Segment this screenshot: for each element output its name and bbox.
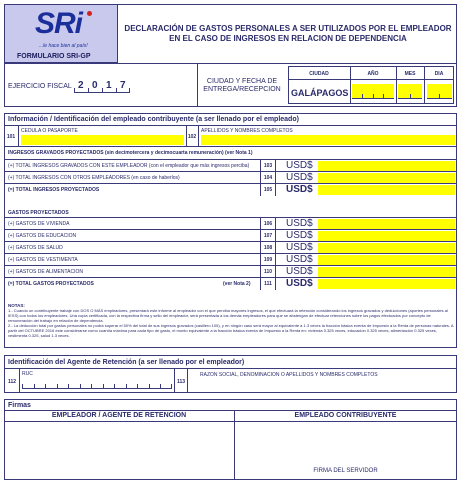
amount-field[interactable] <box>318 161 455 171</box>
form-title: DECLARACIÓN DE GASTOS PERSONALES A SER UTILIZADOS POR EL EMPLEADOR EN EL CASO DE INGRESOS EN RELACION DE DEPENDENCIA <box>124 24 452 43</box>
line-item-row <box>5 277 456 289</box>
line-item-row <box>5 229 456 241</box>
income-title: INGRESOS GRAVADOS PROYECTADOS (sin decimotercera y decimocuarta remuneración) (ver Nota 1) <box>8 150 253 156</box>
city-date-label: CIUDAD Y FECHA DE ENTREGA/RECEPCION <box>203 78 281 93</box>
fiscal-year-digit: 0 <box>92 80 98 91</box>
signatures-title: Firmas <box>8 402 31 409</box>
line-item-label: (+) GASTOS DE EDUCACION <box>8 233 77 239</box>
field-number-112: 112 <box>7 379 17 385</box>
name-field[interactable] <box>201 135 455 145</box>
ruc-field[interactable] <box>22 379 172 389</box>
note-2: 2.- La deducción total por gastos personales no podrá superar el 50% del total de sus ingresos gravados (casillero 105), y en ningún caso será mayor al equivalente a 1.3 veces la fracción básica exenta de Impuesto a la Renta de personas naturales. A partir del OCTUBRE 2016 este considerarse como cuantía máxima para cada tipo de gasto, el monto equivalente a la fracción básica exenta de Impuesto a la Renta en: vivienda 0.325 veces, educación 0.325 veces, alimentación 0.325 veces, vestimenta 0.325, salud 1.3 veces. <box>8 323 454 338</box>
line-item-label: (=) TOTAL GASTOS PROYECTADOS <box>8 281 94 287</box>
line-item-number: 103 <box>263 163 273 169</box>
agent-section-title: Identificación del Agente de Retención (a ser llenado por el empleador) <box>8 359 245 366</box>
fiscal-year-field[interactable] <box>74 78 130 93</box>
amount-field[interactable] <box>318 255 455 265</box>
amount-field[interactable] <box>318 243 455 253</box>
logo-slogan: ...le hace bien al país! <box>39 43 88 49</box>
currency-label: USD$ <box>286 172 313 183</box>
line-item-number: 105 <box>263 187 273 193</box>
field-number-101: 101 <box>6 134 16 140</box>
amount-field[interactable] <box>318 173 455 183</box>
fiscal-year-digit: 1 <box>106 80 112 91</box>
currency-label: USD$ <box>286 266 313 277</box>
employee-signature-label: EMPLEADO CONTRIBUYENTE <box>294 412 397 419</box>
line-item-row <box>5 217 456 229</box>
year-field[interactable] <box>352 84 394 99</box>
agent-name-label: RAZON SOCIAL, DENOMINACION O APELLIDOS Y NOMBRES COMPLETOS <box>200 372 378 378</box>
line-item-row <box>5 159 456 171</box>
month-field[interactable] <box>398 84 422 99</box>
day-col-header: DIA <box>434 71 444 77</box>
amount-field[interactable] <box>318 279 455 289</box>
logo-box <box>5 5 118 63</box>
id-label: CEDULA O PASAPORTE <box>21 128 78 134</box>
month-col-header: MES <box>404 71 416 77</box>
line-item-row <box>5 265 456 277</box>
field-number-102: 102 <box>187 134 197 140</box>
agent-name-field[interactable] <box>190 380 454 391</box>
employee-signature-area[interactable] <box>236 423 455 467</box>
line-item-label: (+) GASTOS DE ALIMENTACION <box>8 269 83 275</box>
line-item-label: (+) GASTOS DE SALUD <box>8 245 63 251</box>
day-field[interactable] <box>427 84 452 99</box>
employee-sign-caption: FIRMA DEL SERVIDOR <box>313 468 378 474</box>
line-item-note: (ver Nota 2) <box>223 281 251 287</box>
line-item-label: (+) TOTAL INGRESOS CON OTROS EMPLEADORES (en caso de haberlos) <box>8 175 180 181</box>
fiscal-year-digit: 7 <box>120 80 126 91</box>
line-item-label: (+) GASTOS DE VIVIENDA <box>8 221 70 227</box>
city-field[interactable]: GALÁPAGOS <box>291 88 349 98</box>
currency-label: USD$ <box>286 230 313 241</box>
expenses-title: GASTOS PROYECTADOS <box>8 210 69 216</box>
field-number-113: 113 <box>176 379 186 385</box>
currency-label: USD$ <box>286 242 313 253</box>
amount-field[interactable] <box>318 185 455 195</box>
line-item-number: 108 <box>263 245 273 251</box>
line-item-label: (+) TOTAL INGRESOS GRAVADOS CON ESTE EMPLEADOR (con el empleador que más ingresos perciba) <box>8 163 250 169</box>
currency-label: USD$ <box>286 184 313 195</box>
line-item-number: 110 <box>263 269 273 275</box>
employer-signature-label: EMPLEADOR / AGENTE DE RETENCION <box>51 412 187 419</box>
amount-field[interactable] <box>318 267 455 277</box>
line-item-number: 104 <box>263 175 273 181</box>
currency-label: USD$ <box>286 278 313 289</box>
city-col-header: CIUDAD <box>309 71 329 77</box>
note-1: 1.- Cuando un contribuyente trabaje con DOS O MÁS empleadores, presentará este informe al empleador con el que perciba mayores ingresos, el que efectuará la retención considerando los ingresos gravados y deducciones (aportes personales al IESS) con todos los empleadores. Una copia certificada, con la respectiva firma y sello del empleador, será presentada a los demás empleadores para que se abstengan de efectuar retenciones sobre los pagos efectuados por concepto de remuneración del trabajo en relación de dependencia. <box>8 308 448 323</box>
name-label: APELLIDOS Y NOMBRES COMPLETOS <box>201 128 293 134</box>
line-item-row <box>5 183 456 195</box>
line-item-label: (=) TOTAL INGRESOS PROYECTADOS <box>8 187 100 193</box>
notes-title: NOTAS: <box>8 303 25 308</box>
sri-logo: SRi <box>35 7 83 40</box>
line-item-number: 109 <box>263 257 273 263</box>
logo-red-dot-icon <box>87 11 92 16</box>
line-item-label: (+) GASTOS DE VESTIMENTA <box>8 257 78 263</box>
line-item-row <box>5 241 456 253</box>
fiscal-year-digit: 2 <box>78 80 84 91</box>
header-divider <box>4 63 457 64</box>
notes-block <box>8 303 454 338</box>
currency-label: USD$ <box>286 218 313 229</box>
line-item-number: 111 <box>264 281 272 287</box>
currency-label: USD$ <box>286 254 313 265</box>
ruc-label: RUC <box>22 371 33 377</box>
line-item-row <box>5 253 456 265</box>
line-item-number: 107 <box>263 233 273 239</box>
form-label: FORMULARIO SRI-GP <box>17 53 91 60</box>
line-item-number: 106 <box>263 221 273 227</box>
fiscal-year-label: EJERCICIO FISCAL <box>8 83 72 90</box>
amount-field[interactable] <box>318 219 455 229</box>
city-date-divider <box>197 63 198 107</box>
currency-label: USD$ <box>286 160 313 171</box>
year-col-header: AÑO <box>367 71 379 77</box>
employee-section-title: Información / Identificación del empleado contribuyente (a ser llenado por el empleado) <box>8 116 299 123</box>
id-field[interactable] <box>21 135 184 145</box>
employer-signature-area[interactable] <box>6 423 232 478</box>
amount-field[interactable] <box>318 231 455 241</box>
line-item-row <box>5 171 456 183</box>
